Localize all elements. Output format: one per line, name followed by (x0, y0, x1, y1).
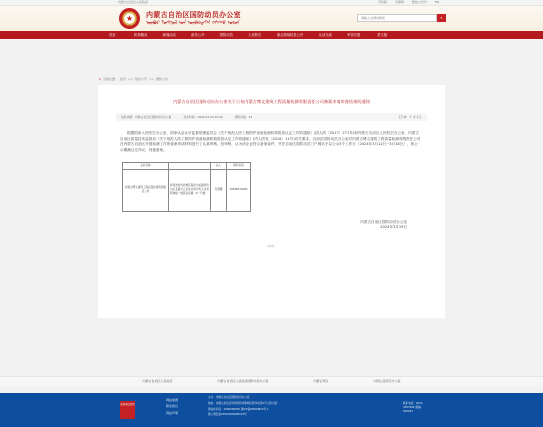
nav-interaction[interactable]: 互动交流 (318, 32, 332, 37)
friend-link[interactable]: 内蒙古军区 (313, 378, 329, 383)
friend-link[interactable]: 内蒙古自治区人民政府 (142, 378, 173, 383)
breadcrumb-sep: >> (148, 77, 155, 81)
breadcrumb-sep: >> (127, 77, 133, 81)
emblem-icon[interactable]: ★ (119, 8, 140, 29)
site-header (0, 6, 543, 31)
nav-about[interactable]: 机构概况 (134, 32, 148, 37)
nav-key-areas[interactable]: 重点领域信息公开 (276, 32, 304, 37)
footer-info (208, 396, 277, 417)
footer-address: 地址：内蒙古自治区呼和浩特市新城区新华东街1号人防大厦 (208, 401, 278, 405)
site-footer (0, 393, 543, 427)
breadcrumb (99, 77, 168, 81)
nav-civil-defense[interactable]: 人民防空 (248, 32, 262, 37)
friend-link[interactable]: 中国人民防空办公室 (373, 378, 401, 383)
nav-news[interactable]: 新闻动态 (162, 32, 176, 37)
breadcrumb-notice[interactable]: 通知公告 (156, 77, 169, 81)
footer-host: 主办：内蒙古自治区国防动员办公室 (208, 396, 250, 399)
breadcrumb-label: 当前位置： (102, 77, 118, 81)
nav-joint[interactable]: 军民共建 (347, 32, 361, 37)
footer-statement[interactable]: 网站声明 (166, 410, 179, 415)
td-company: 内蒙古博文建筑工程质量检测有限责任公司 (123, 169, 169, 211)
nav-home[interactable]: 首页 (108, 32, 116, 37)
table-header (123, 162, 251, 169)
site-title[interactable]: 内蒙古自治区国防动员办公室 (146, 10, 241, 19)
top-link-mobile[interactable]: 手机版 (377, 0, 387, 5)
td-address: 呼和浩特市新城区海拉尔东路和科尔沁北路交汇处东北角中发大东苑明珠楼一楼商业房屋（2）号楼 (169, 169, 211, 211)
article-title: 内蒙古自治区国防动员办公室关于公布内蒙古博文建筑工程质量检测有限责任公司备案申请审查结果的通知 (173, 99, 370, 104)
footer-links (166, 398, 178, 415)
breadcrumb-info[interactable]: 信息公开 (134, 77, 147, 81)
article-body (98, 121, 445, 154)
footer-security: 蒙公网安备15010502000123号 (208, 413, 247, 417)
search-input[interactable] (357, 14, 437, 22)
td-legal: 乌恩娜 (211, 169, 227, 211)
search-icon[interactable]: ⌕ (437, 14, 446, 22)
font-size-switch[interactable]: 【字体：大 中 小】 (397, 115, 422, 120)
footer-sitemap[interactable]: 网站地图 (166, 398, 179, 402)
friend-links (0, 376, 543, 385)
article-paragraph: 根据国家人民防空办公室、国家认证认可监督管理委员会《关于规范人防工程防护设备检测机构资质认定工作的通知》(国人防〔2017〕271号)和内蒙古自治区人民防空办公室、内蒙古自治区质量技术监督局《关于规范人防工程防护设备检测机构资质认定工作的通知》(内人防发〔2018〕11号)有关要求，自治区国防动员办公室对内蒙古博文建筑工程质量检测有限责任公司在内蒙古自治区开展检测工作的备案申请材料进行了认真审核。经审核，认为该企业符合备案条件，并在自治区国防动员门户网站予以公示5个工作日（2024年3月12日~3月18日），现公示期满且无异议，同意备案。 (120, 131, 421, 153)
article-panel (98, 85, 445, 318)
breadcrumb-home[interactable]: 首页 (119, 77, 126, 81)
sign-org: 内蒙古自治区国防动员办公室 (360, 219, 407, 224)
top-link-en[interactable]: EN (434, 0, 439, 5)
article-views: 浏览次数：32 (234, 115, 253, 120)
search-box (357, 14, 446, 22)
top-org[interactable]: 内蒙古自治区人民政府 (118, 0, 149, 5)
th-address (169, 162, 211, 169)
badge-label: 政府网站找错 (120, 403, 135, 406)
top-link-wechat[interactable]: 微信公众号 (411, 0, 427, 5)
error-report-badge[interactable] (120, 401, 135, 419)
article-date: 发布时间：2024-03-19 14:46 (183, 115, 223, 120)
table-row (123, 169, 251, 211)
article-source: 信息来源：内蒙古自治区国防动员办公室 (121, 115, 172, 120)
nav-mongolian[interactable]: 蒙文版 (377, 32, 388, 37)
sign-date: 2024年3月19日 (380, 225, 407, 230)
footer-contact[interactable]: 联系我们 (166, 404, 179, 409)
th-company: 企业名称 (123, 162, 169, 169)
footer-contact-info: 联系电话：0471-3363192 邮编：010051 (403, 402, 424, 414)
article-meta (116, 113, 427, 121)
nav-public[interactable]: 政务公开 (191, 32, 205, 37)
td-phone: 18048378182 (227, 169, 251, 211)
th-phone: 联系电话 (227, 162, 251, 169)
top-link-accessible[interactable]: 无障碍 (394, 0, 404, 5)
home-icon: ⌂ (99, 77, 101, 81)
company-table (122, 162, 251, 212)
friend-link[interactable]: 内蒙古自治区人民政府国防动员办公室 (217, 378, 269, 383)
signature (98, 220, 445, 232)
nav-mobilization[interactable]: 国防动员 (219, 32, 233, 37)
site-title-mongolian: ᠦᠪᠦᠷ ᠮᠣᠩᠭᠣᠯ ᠤᠨ ᠥᠪᠡᠷᠲᠡᠭᠡᠨ ᠵᠠᠰᠠᠬᠤ ᠣᠷᠤᠨ (146, 19, 240, 26)
footer-icp: 网站标识码：1500000055 蒙ICP备05000813号-1 (208, 407, 269, 411)
main-nav (0, 31, 543, 39)
share-note: 分享到： (266, 245, 277, 249)
th-legal: 法人 (211, 162, 227, 169)
